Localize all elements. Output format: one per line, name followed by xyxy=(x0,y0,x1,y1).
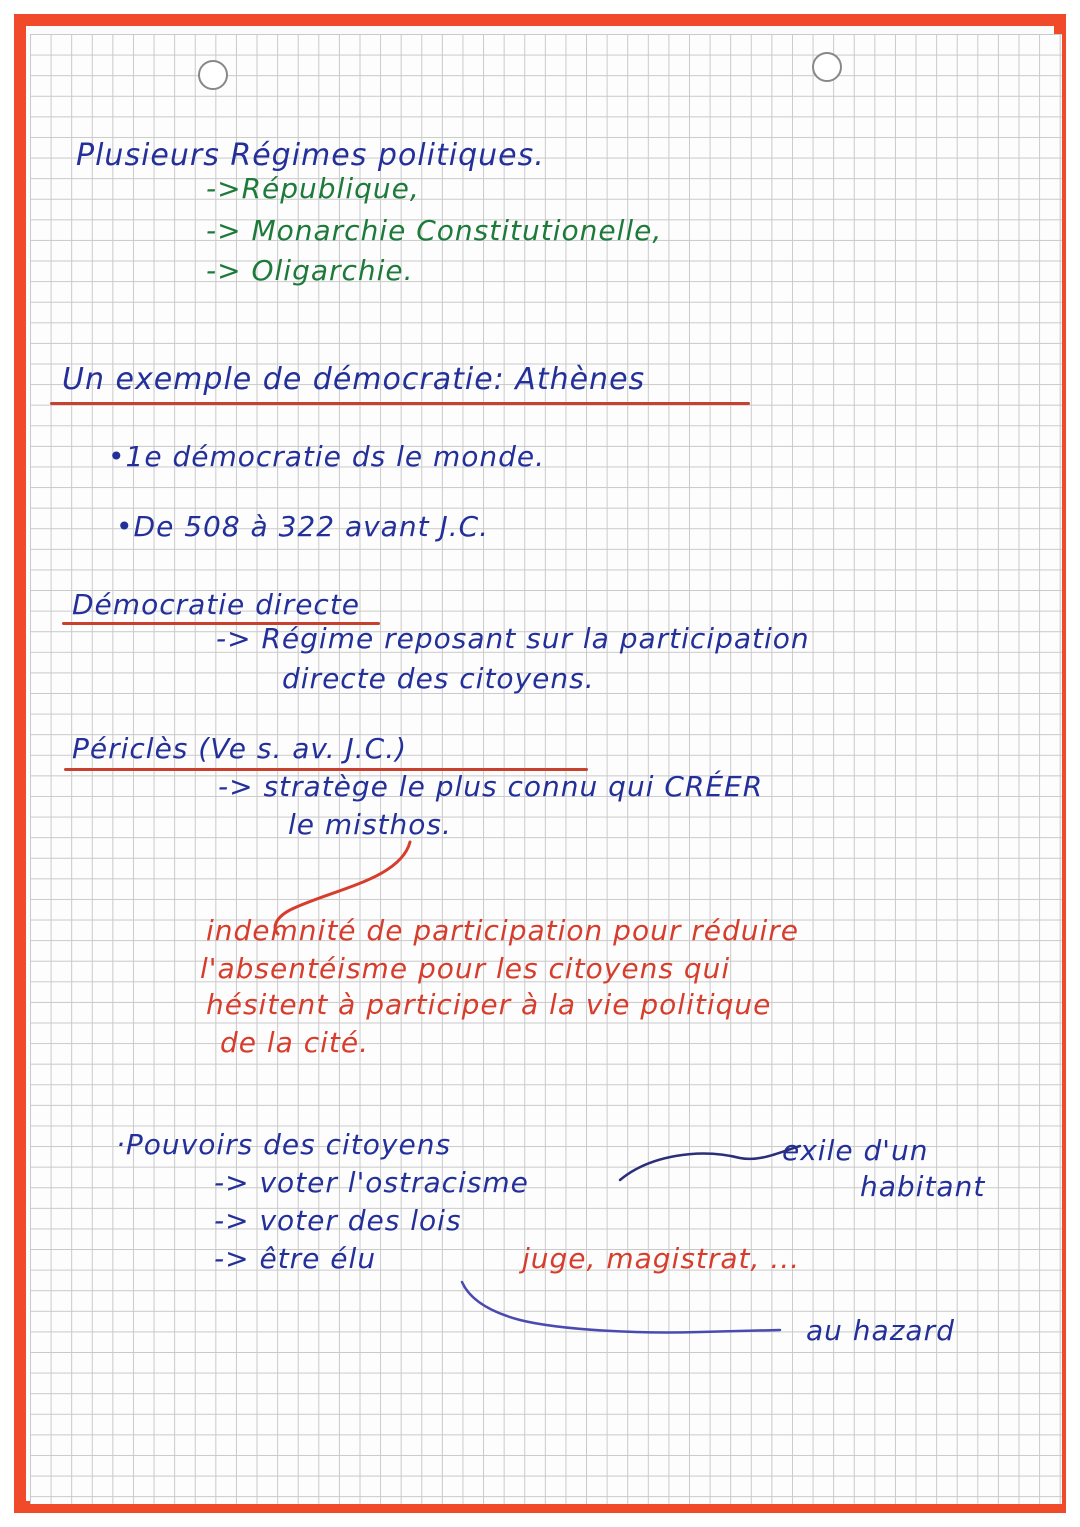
ostracisme-connector xyxy=(620,1146,800,1180)
elu-detail: juge, magistrat, ... xyxy=(522,1242,801,1275)
regimes-heading: Plusieurs Régimes politiques. xyxy=(76,138,545,173)
athenes-bullet-dates: •De 508 à 322 avant J.C. xyxy=(116,510,490,543)
pouvoir-item-ostracisme: -> voter l'ostracisme xyxy=(214,1166,529,1199)
indemnite-line4: de la cité. xyxy=(220,1026,370,1059)
democratie-definition-line1: -> Régime reposant sur la participation xyxy=(216,622,810,655)
regime-item-oligarchie: -> Oligarchie. xyxy=(206,254,414,287)
pouvoir-item-lois: -> voter des lois xyxy=(214,1204,462,1237)
pouvoirs-heading: ·Pouvoirs des citoyens xyxy=(116,1128,452,1161)
pericles-line2: le misthos. xyxy=(288,808,452,841)
exile-line2: habitant xyxy=(860,1170,986,1203)
misthos-connector xyxy=(275,842,410,934)
exile-line1: exile d'un xyxy=(782,1134,929,1167)
elu-connector xyxy=(462,1282,780,1333)
hazard-note: au hazard xyxy=(806,1314,955,1347)
athenes-bullet-first: •1e démocratie ds le monde. xyxy=(108,440,546,473)
democratie-definition-line2: directe des citoyens. xyxy=(282,662,595,695)
regime-item-republique: ->République, xyxy=(206,172,420,205)
pericles-heading: Périclès (Ve s. av. J.C.) xyxy=(72,732,408,765)
indemnite-line2: l'absentéisme pour les citoyens qui xyxy=(200,952,731,985)
democratie-directe-heading: Démocratie directe xyxy=(72,588,361,621)
indemnite-line3: hésitent à participer à la vie politique xyxy=(206,988,772,1021)
athenes-heading: Un exemple de démocratie: Athènes xyxy=(62,362,646,397)
pouvoir-item-elu: -> être élu xyxy=(214,1242,377,1275)
indemnite-line1: indemnité de participation pour réduire xyxy=(206,914,800,947)
regime-item-monarchie: -> Monarchie Constitutionelle, xyxy=(206,214,663,247)
pericles-line1: -> stratège le plus connu qui CRÉER xyxy=(218,770,764,803)
